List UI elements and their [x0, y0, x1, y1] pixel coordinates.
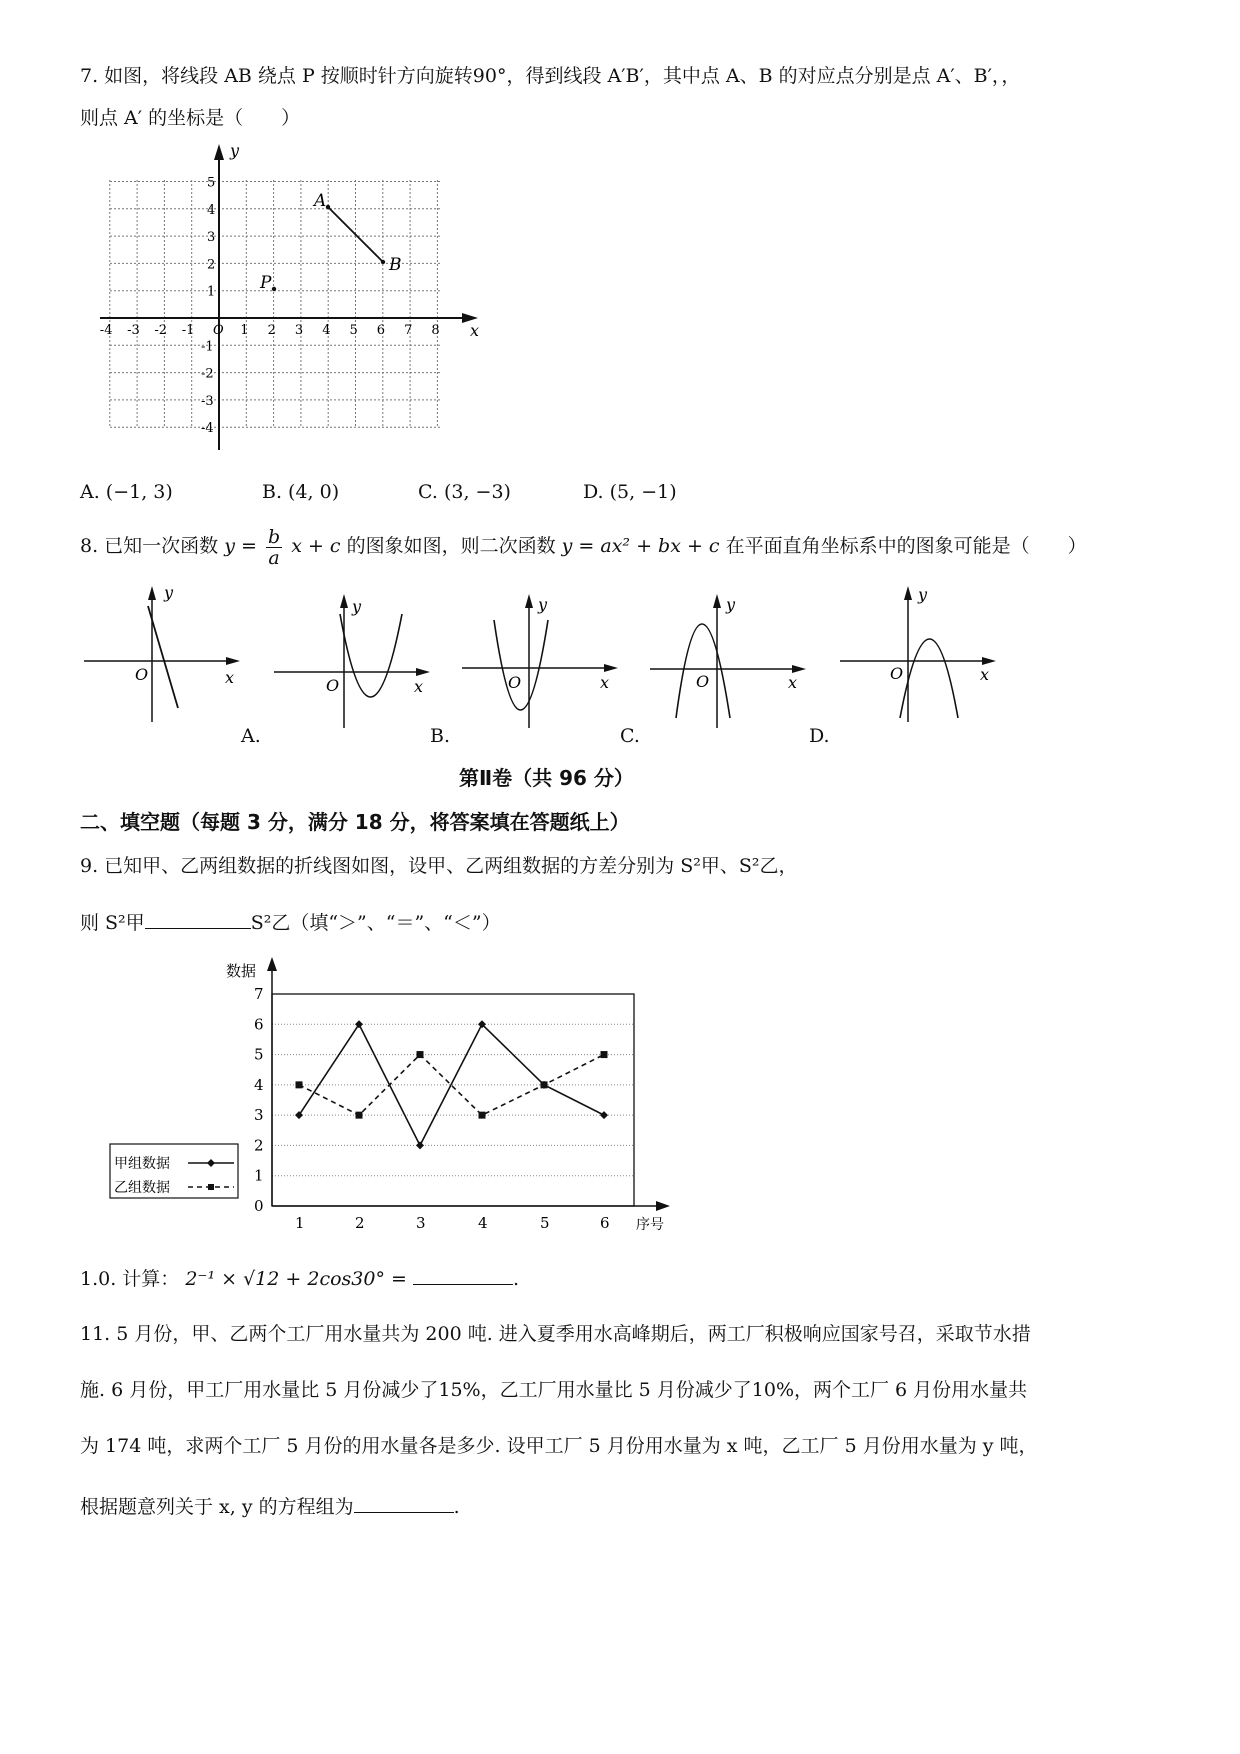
legend-marker-yi — [208, 1184, 214, 1190]
q7-point-p-dot — [272, 287, 276, 291]
q8-expr-rest: x + c — [291, 535, 341, 557]
q7-y-arrow — [214, 144, 224, 160]
chart-x-arrow — [656, 1201, 670, 1211]
chart-plot-frame — [272, 994, 634, 1206]
q8-graph-a — [270, 590, 440, 730]
q8-a-origin: O — [326, 676, 340, 695]
chart-y-axis-label: 数据 — [226, 962, 257, 980]
chart-x-tick: 3 — [416, 1214, 426, 1232]
q10-expr: 2⁻¹ × √12 + 2cos30° = — [185, 1268, 407, 1290]
q9-line2 — [80, 908, 501, 937]
q7-x-tick: -3 — [127, 323, 140, 338]
q7-x-tick: -2 — [154, 323, 168, 338]
q8-parabola-a — [340, 614, 402, 697]
q7-option-b: B. (4, 0) — [262, 481, 340, 503]
q7-coordinate-grid — [90, 140, 510, 460]
chart-y-tick: 5 — [254, 1045, 264, 1064]
q8-d-x-label: x — [980, 665, 990, 684]
q7-y-tick: 4 — [207, 202, 216, 218]
q8-label-b: B. — [430, 725, 451, 747]
series-yi-point — [479, 1112, 486, 1119]
chart-y-tick: 3 — [254, 1106, 264, 1125]
q8-linear-y-label: y — [164, 583, 174, 602]
q10-prefix: 1.0. 计算： — [80, 1268, 180, 1290]
chart-y-tick: 1 — [254, 1166, 264, 1185]
chart-y-tick: 6 — [254, 1015, 264, 1034]
q7-point-a-label: A — [314, 191, 327, 211]
q11-line4-prefix: 根据题意列关于 x, y 的方程组为 — [80, 1496, 354, 1518]
chart-y-tick: 2 — [254, 1136, 264, 1155]
q7-x-tick: 4 — [322, 323, 331, 338]
q7-option-d: D. (5, −1) — [583, 481, 677, 503]
q8-a-y-label: y — [352, 597, 362, 616]
q11-line4-suffix: . — [453, 1496, 460, 1518]
q7-point-b-label: B — [389, 255, 402, 275]
chart-x-tick: 4 — [478, 1214, 488, 1232]
q8-a-x-label: x — [414, 677, 424, 696]
q7-x-tick: 6 — [376, 323, 386, 338]
q7-y-tick: 2 — [207, 257, 216, 273]
q7-option-c: C. (3, −3) — [418, 481, 511, 503]
q8-c-y-label: y — [726, 595, 736, 614]
q7-x-tick: 7 — [404, 323, 413, 338]
q8-parabola-b — [494, 620, 548, 710]
q8-fraction — [266, 527, 282, 568]
q7-y-tick: -3 — [201, 393, 214, 409]
q8-frac-num: b — [267, 525, 281, 548]
q7-x-tick: 1 — [240, 323, 249, 338]
q8-stem — [80, 524, 1087, 568]
q8-suffix: 在平面直角坐标系中的图象可能是（ ） — [725, 535, 1087, 557]
q7-y-tick: 5 — [207, 175, 216, 191]
q7-point-p-label: P — [260, 273, 272, 293]
q8-label-d: D. — [809, 725, 830, 747]
q10-suffix: . — [512, 1268, 520, 1290]
series-yi-point — [356, 1112, 363, 1119]
q9-line1: 9. 已知甲、乙两组数据的折线图如图，设甲、乙两组数据的方差分别为 S²甲、S²乙， — [80, 855, 798, 877]
series-jia-point — [416, 1141, 424, 1149]
q7-y-tick: -2 — [201, 366, 214, 382]
q8-label-c: C. — [620, 725, 640, 747]
q7-x-tick: 8 — [431, 323, 440, 338]
q7-x-tick: 5 — [349, 323, 358, 338]
q8-graph-d — [836, 582, 1006, 727]
chart-y-tick: 4 — [254, 1075, 264, 1094]
q8-expr-y: y = — [224, 535, 257, 557]
q8-linear-x-label: x — [225, 668, 235, 687]
q8-linear-origin: O — [135, 665, 149, 684]
chart-x-tick: 5 — [540, 1214, 550, 1232]
series-jia-point — [600, 1111, 608, 1119]
q11-line2: 施. 6 月份，甲工厂用水量比 5 月份减少了15%，乙工厂用水量比 5 月份减少了10%，两个工厂 6 月份用水量共 — [80, 1379, 1028, 1401]
q11-answer-blank[interactable] — [354, 1492, 454, 1513]
series-yi-point — [296, 1081, 303, 1088]
series-yi-point — [601, 1051, 608, 1058]
q7-x-tick: O — [213, 323, 224, 338]
section2-title: 第Ⅱ卷（共 96 分） — [459, 766, 634, 790]
q8-c-origin: O — [696, 672, 710, 691]
q7-y-tick: -4 — [201, 421, 214, 437]
chart-x-tick: 2 — [355, 1214, 365, 1232]
part2-heading: 二、填空题（每题 3 分，满分 18 分，将答案填在答题纸上） — [80, 810, 630, 834]
q7-point-a-dot — [326, 205, 330, 209]
q7-line2: 则点 A′ 的坐标是（ ） — [80, 107, 301, 129]
series-yi-point — [417, 1051, 424, 1058]
q8-prefix: 8. 已知一次函数 — [80, 535, 219, 557]
legend-label-yi: 乙组数据 — [114, 1180, 170, 1196]
q7-point-b-dot — [381, 260, 385, 264]
q7-x-tick: -4 — [99, 323, 113, 338]
chart-x-axis-label: 序号 — [636, 1217, 664, 1233]
q7-x-tick: -1 — [181, 323, 195, 338]
series-yi-point — [541, 1081, 548, 1088]
q8-c-x-label: x — [788, 673, 798, 692]
q7-y-label: y — [230, 141, 240, 160]
q9-answer-blank[interactable] — [145, 908, 251, 929]
chart-y-arrow — [267, 957, 277, 971]
q9-line2-prefix: 则 S²甲 — [80, 912, 145, 934]
q8-expr-quad: y = ax² + bx + c — [561, 535, 720, 557]
chart-y-tick: 0 — [254, 1197, 264, 1215]
q10-answer-blank[interactable] — [413, 1264, 513, 1285]
q7-y-tick: -1 — [201, 339, 214, 355]
chart-x-tick: 1 — [295, 1214, 305, 1232]
q11-line3: 为 174 吨，求两个工厂 5 月份的用水量各是多少. 设甲工厂 5 月份用水量为 x 吨，乙工厂 5 月份用水量为 y 吨， — [80, 1435, 1038, 1457]
q7-option-a: A. (−1, 3) — [80, 481, 173, 503]
q8-graph-b — [458, 590, 628, 730]
q7-y-tick: 1 — [207, 284, 216, 300]
q7-x-tick: 3 — [294, 323, 304, 338]
q9-line2-suffix: S²乙（填“＞”、“＝”、“＜”） — [250, 912, 501, 934]
q9-line-chart — [100, 955, 700, 1240]
q7-x-tick: 2 — [267, 323, 276, 338]
q7-y-tick: 3 — [207, 230, 216, 246]
q8-frac-den: a — [268, 546, 280, 569]
q11-line1: 11. 5 月份，甲、乙两个工厂用水量共为 200 吨. 进入夏季用水高峰期后，两工厂积极响应国家号召，采取节水措 — [80, 1323, 1031, 1345]
q10-line — [80, 1264, 519, 1293]
q8-parabola-c — [676, 624, 730, 718]
q7-x-label: x — [470, 321, 480, 340]
q8-d-origin: O — [890, 664, 904, 683]
q8-label-a: A. — [241, 725, 261, 747]
q8-b-origin: O — [508, 673, 522, 692]
q8-d-y-label: y — [918, 585, 928, 604]
q8-middle: 的图象如图，则二次函数 — [346, 535, 556, 557]
q8-linear-graph — [80, 582, 250, 727]
chart-x-tick: 6 — [600, 1214, 610, 1232]
legend-label-jia: 甲组数据 — [114, 1156, 170, 1172]
q11-line4 — [80, 1492, 460, 1521]
q8-b-x-label: x — [600, 673, 610, 692]
q7-line1: 7. 如图，将线段 AB 绕点 P 按顺时针方向旋转90°，得到线段 A′B′，其中点 A、B 的对应点分别是点 A′、B′，， — [80, 65, 1021, 87]
chart-y-tick: 7 — [254, 985, 264, 1003]
q8-graph-c — [646, 590, 816, 730]
q8-b-y-label: y — [538, 595, 548, 614]
